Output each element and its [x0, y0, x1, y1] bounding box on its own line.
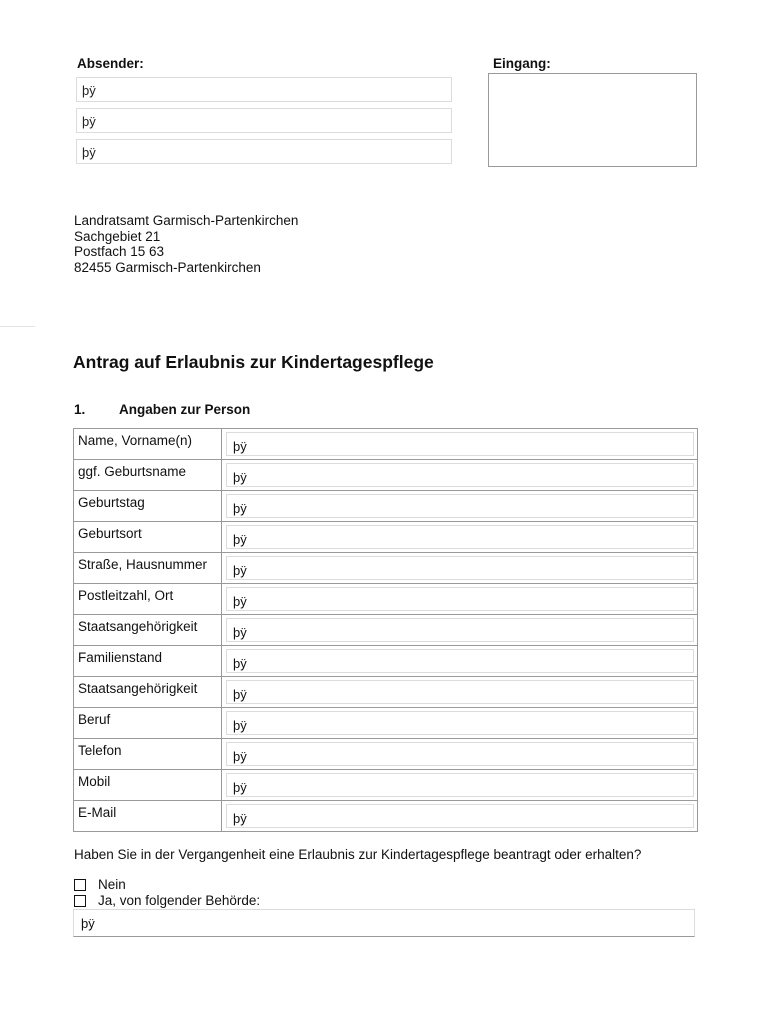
option-yes-label: Ja, von folgender Behörde: — [98, 893, 261, 908]
postcode-city-field[interactable]: þÿ — [226, 587, 694, 611]
row-label: Geburtstag — [74, 491, 222, 521]
table-row — [74, 645, 697, 676]
document-title: Antrag auf Erlaubnis zur Kindertagespflege — [73, 352, 434, 372]
row-label: Straße, Hausnummer — [74, 553, 222, 583]
table-row — [74, 676, 697, 707]
section-number: 1. — [74, 402, 86, 417]
checkbox-no[interactable] — [74, 879, 86, 891]
absender-field-3[interactable]: þÿ — [76, 139, 452, 164]
marital-status-field[interactable]: þÿ — [226, 649, 694, 673]
table-row — [74, 521, 697, 552]
table-row — [74, 707, 697, 738]
margin-mark — [0, 326, 35, 327]
email-field[interactable]: þÿ — [226, 804, 694, 828]
address-line: 82455 Garmisch-Partenkirchen — [74, 259, 261, 275]
address-line: Landratsamt Garmisch-Partenkirchen — [74, 213, 299, 228]
table-row — [74, 800, 697, 831]
row-label: Mobil — [74, 770, 222, 800]
absender-field-2[interactable]: þÿ — [76, 108, 452, 133]
row-label: Beruf — [74, 708, 222, 738]
nationality-field[interactable]: þÿ — [226, 618, 694, 642]
authority-field[interactable]: þÿ — [73, 909, 695, 937]
previous-permit-question: Haben Sie in der Vergangenheit eine Erlaubnis zur Kindertagespflege beantragt oder erhalten? — [74, 847, 642, 862]
absender-label: Absender: — [77, 56, 144, 71]
table-row — [74, 738, 697, 769]
table-row — [74, 429, 697, 459]
phone-field[interactable]: þÿ — [226, 742, 694, 766]
row-label: Postleitzahl, Ort — [74, 584, 222, 614]
nationality-field-2[interactable]: þÿ — [226, 680, 694, 704]
birthplace-field[interactable]: þÿ — [226, 525, 694, 549]
mobile-field[interactable]: þÿ — [226, 773, 694, 797]
eingang-label: Eingang: — [493, 56, 551, 71]
option-no-label: Nein — [98, 877, 126, 892]
row-label: E-Mail — [74, 801, 222, 831]
checkbox-yes[interactable] — [74, 895, 86, 907]
row-label: Staatsangehörigkeit — [74, 615, 222, 645]
row-label: Familienstand — [74, 646, 222, 676]
table-row — [74, 583, 697, 614]
person-data-table — [73, 428, 698, 832]
option-no[interactable] — [74, 877, 126, 892]
street-field[interactable]: þÿ — [226, 556, 694, 580]
row-label: ggf. Geburtsname — [74, 460, 222, 490]
address-line: Sachgebiet 21 — [74, 228, 161, 244]
occupation-field[interactable]: þÿ — [226, 711, 694, 735]
table-row — [74, 769, 697, 800]
row-label: Name, Vorname(n) — [74, 429, 222, 459]
birth-name-field[interactable]: þÿ — [226, 463, 694, 487]
table-row — [74, 459, 697, 490]
table-row — [74, 614, 697, 645]
row-label: Telefon — [74, 739, 222, 769]
section-heading: Angaben zur Person — [119, 402, 251, 417]
table-row — [74, 490, 697, 521]
address-line: Postfach 15 63 — [74, 244, 165, 259]
table-row — [74, 552, 697, 583]
option-yes[interactable] — [74, 893, 260, 908]
name-field[interactable]: þÿ — [226, 432, 694, 456]
row-label: Geburtsort — [74, 522, 222, 552]
row-label: Staatsangehörigkeit — [74, 677, 222, 707]
absender-field-1[interactable]: þÿ — [76, 77, 452, 102]
eingang-stamp-box — [488, 73, 697, 167]
birthday-field[interactable]: þÿ — [226, 494, 694, 518]
recipient-address — [74, 213, 298, 275]
